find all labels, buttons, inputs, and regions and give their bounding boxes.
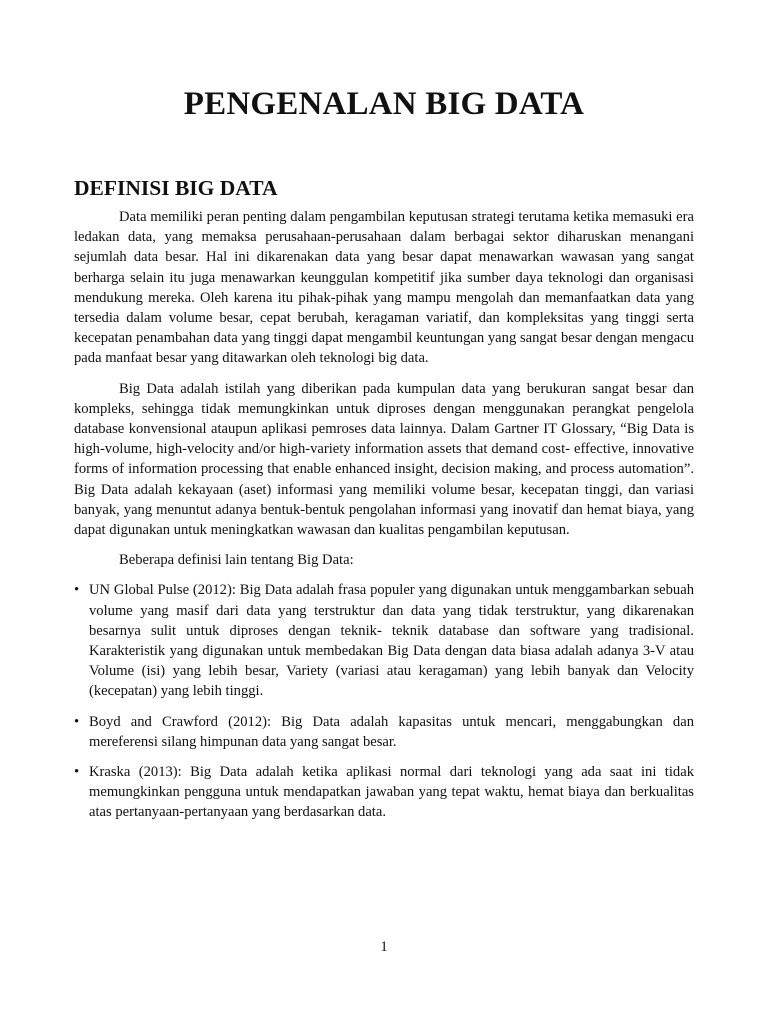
bullet-icon: • (74, 582, 80, 599)
paragraph: Beberapa definisi lain tentang Big Data: (119, 552, 354, 569)
list-item-text: Kraska (2013): Big Data adalah ketika aplikasi normal dari teknologi yang ada saat ini tidak memungkinkan pengguna untuk mendapatkan jawaban yang tepat waktu, hemat biaya dan berkualitas atas pertanyaan-pertanyaan yang berdasarkan data. (89, 764, 694, 821)
paragraph: Data memiliki peran penting dalam pengambilan keputusan strategi terutama ketika memasuki era ledakan data, yang memaksa perusahaan-perusahaan dalam berbagai sektor diharuskan menangani sejumlah data besar. Hal ini dikarenakan data yang besar dapat menawarkan wawasan yang sangat berharga selain itu juga menawarkan keunggulan kompetitif jika sumber daya teknologi dan organisasi mendukung mereka. Oleh karena itu pihak-pihak yang mampu mengolah dan memanfaatkan data yang tersedia dalam volume besar, cepat berubah, keragaman variatif, dan kompleksitas yang tinggi serta kecepatan penambahan data yang tinggi dapat mengambil keuntungan yang sangat besar dengan mengacu pada manfaat besar yang ditawarkan oleh teknologi big data. (74, 209, 694, 367)
list-item (74, 580, 694, 701)
list-item (74, 712, 694, 752)
bullet-icon: • (74, 764, 80, 781)
list-item-text: UN Global Pulse (2012): Big Data adalah frasa populer yang digunakan untuk menggambarkan sebuah volume yang masif dari data yang terstruktur dan data yang tidak terstruktur, yang dikarenakan besarnya sulit untuk diproses dengan teknik- teknik database dan software yang tradisional. Karakteristik yang digunakan untuk membedakan Big Data dengan data biasa adalah adanya 3-V atau Volume (isi) yang lebih besar, Variety (variasi atau keragaman) yang lebih banyak dan Velocity (kecepatan) yang lebih tinggi. (89, 582, 694, 700)
list-item (74, 762, 694, 823)
list-item-text: Boyd and Crawford (2012): Big Data adalah kapasitas untuk mencari, menggabungkan dan mereferensi silang himpunan data yang sangat besar. (89, 713, 694, 750)
bullet-icon: • (74, 713, 80, 730)
section-heading: DEFINISI BIG DATA (74, 176, 278, 200)
paragraph: Big Data adalah istilah yang diberikan pada kumpulan data yang berukuran sangat besar dan kompleks, sehingga tidak memungkinkan untuk diproses dengan menggunakan perangkat pengelola database konvensional ataupun aplikasi pemroses data lainnya. Dalam Gartner IT Glossary, “Big Data is high-volume, high-velocity and/or high-variety information assets that demand cost- effective, innovative forms of information processing that enable enhanced insight, decision making, and process automation”. Big Data adalah kekayaan (aset) informasi yang memiliki volume besar, kecepatan tinggi, dan variasi banyak, yang menuntut adanya bentuk-bentuk pengolahan informasi yang inovatif dan hemat biaya, yang dapat digunakan untuk meningkatkan wawasan dan kualitas pengambilan keputusan. (74, 380, 694, 539)
page-title: PENGENALAN BIG DATA (183, 86, 585, 122)
page-number: 1 (380, 939, 388, 955)
body-text (74, 207, 694, 833)
definition-list (74, 580, 694, 822)
